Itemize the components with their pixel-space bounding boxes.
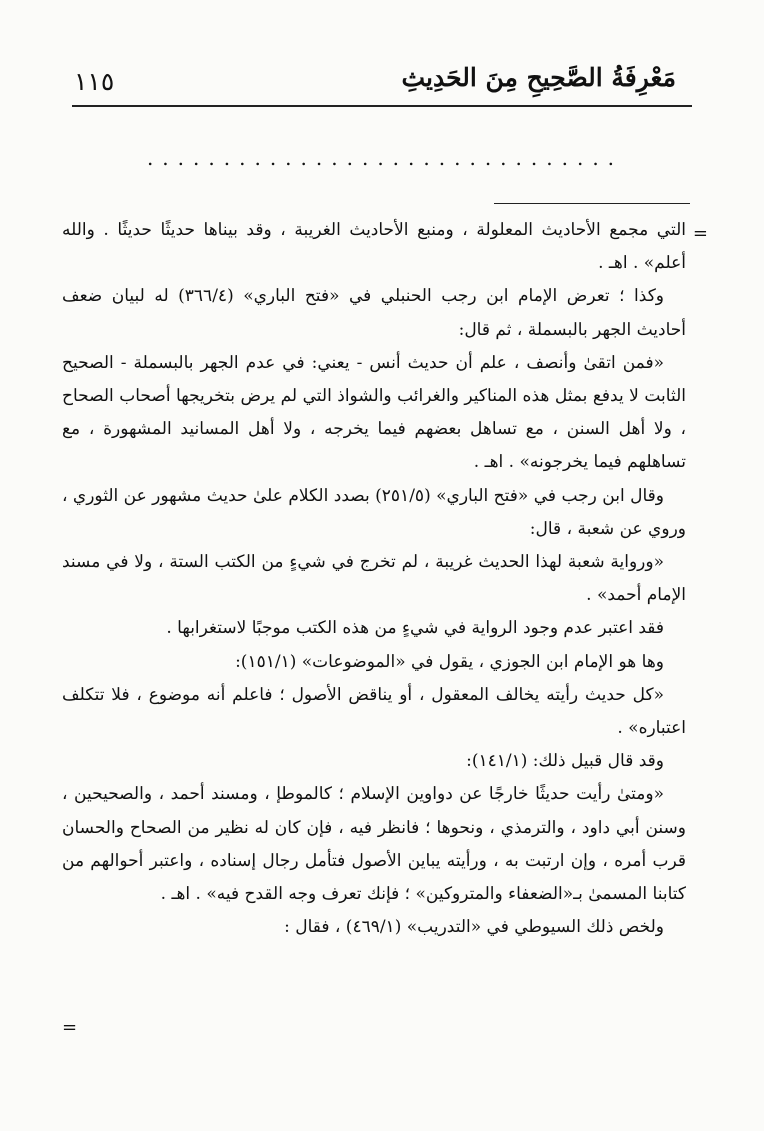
footnote-text (62, 214, 686, 944)
footnote-paragraph: وكذا ؛ تعرض الإمام ابن رجب الحنبلي في «فتح الباري» (٣٦٦/٤) له لبيان ضعف أحاديث الجهر بالبسملة ، ثم قال: (62, 286, 686, 340)
dotted-separator: ............................... (146, 146, 624, 170)
quote-paragraph: «ورواية شعبة لهذا الحديث غريبة ، لم تخرج في شيءٍ من الكتب الستة ، ولا في مسند الإمام أحمد» . (62, 552, 686, 606)
footnote-rule (494, 203, 690, 204)
footnote-paragraph: وقد قال قبيل ذلك: (١٤١/١): (466, 751, 664, 772)
footnote-paragraph: وها هو الإمام ابن الجوزي ، يقول في «الموضوعات» (١٥١/١): (235, 651, 664, 672)
footnote-paragraph: التي مجمع الأحاديث المعلولة ، ومنبع الأحاديث الغريبة ، وقد بيناها حديثًا حديثًا . والله أعلم» . اهـ . (62, 220, 686, 274)
running-title: مَعْرِفَةُ الصَّحِيحِ مِنَ الحَدِيثِ (401, 63, 676, 92)
continuation-mark-end: = (62, 1017, 78, 1038)
header-rule (72, 105, 692, 107)
quote-paragraph: «ومتىٰ رأيت حديثًا خارجًا عن دواوين الإسلام ؛ كالموطإ ، ومسند أحمد ، والصحيحين ، وسنن أبي داود ، والترمذي ، ونحوها ؛ فانظر فيه ، فإن كان له نظير من الصحاح والحسان قرب أمره ، وإن ارتبت به ، ورأيته يباين الأصول فتأمل رجال إسناده ، واعتبر أحوالهم من كتابنا المسمىٰ بـ«الضعفاء والمتروكين» ؛ فإنك تعرف وجه القدح فيه» . اهـ . (62, 784, 686, 905)
quote-paragraph: «كل حديث رأيته يخالف المعقول ، أو يناقض الأصول ؛ فاعلم أنه موضوع ، فلا تتكلف اعتباره» . (62, 684, 686, 739)
footnote-paragraph: وقال ابن رجب في «فتح الباري» (٢٥١/٥) بصدد الكلام علىٰ حديث مشهور عن الثوري ، وروي عن شعبة ، قال: (62, 485, 686, 539)
quote-paragraph: «فمن اتقىٰ وأنصف ، علم أن حديث أنس - يعني: في عدم الجهر بالبسملة - الصحيح الثابت لا يدفع بمثل هذه المناكير والغرائب والشواذ التي لم يرض بتخريجها أصحاب الصحاح ، ولا أهل السنن ، مع تساهل بعضهم فيما يخرجه ، ولا أهل المسانيد المشهورة ، مع تساهلهم فيما يخرجونه» . اهـ . (62, 352, 686, 473)
continuation-mark: = (692, 223, 708, 244)
footnote-paragraph: فقد اعتبر عدم وجود الرواية في شيءٍ من هذه الكتب موجبًا لاستغرابها . (166, 618, 664, 639)
page-number: ١١٥ (74, 67, 115, 96)
footnote-paragraph: ولخص ذلك السيوطي في «التدريب» (٤٦٩/١) ، فقال : (284, 917, 664, 938)
